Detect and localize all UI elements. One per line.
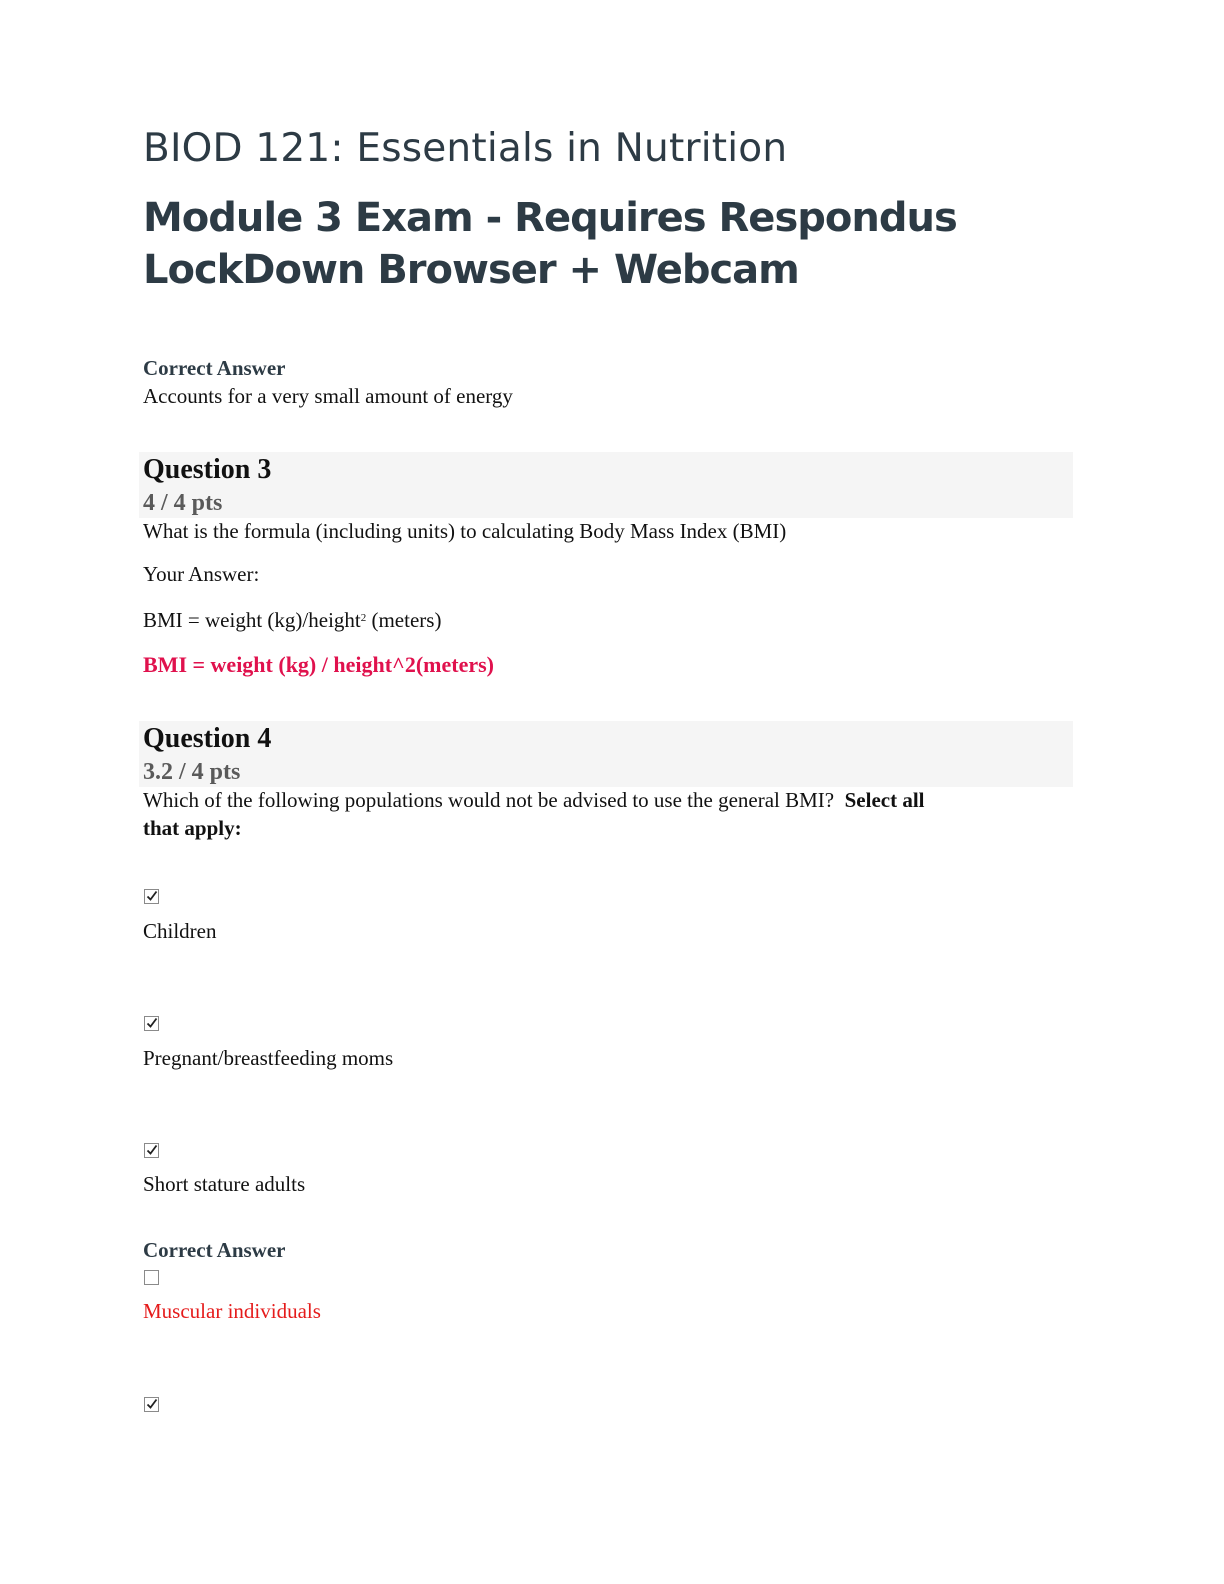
answer-suffix: (meters) (366, 608, 442, 632)
answer-superscript: 2 (360, 612, 367, 624)
correct-answer-label: Correct Answer (143, 1238, 286, 1262)
option-label: Children (143, 919, 217, 943)
your-answer-label: Your Answer: (143, 562, 260, 586)
exam-title: Module 3 Exam - Requires Respondus LockDown Browser + Webcam (143, 195, 957, 293)
course-title: BIOD 121: Essentials in Nutrition (143, 126, 788, 171)
correct-answer-text: Accounts for a very small amount of energy (143, 384, 513, 408)
prompt-bold-2: that apply: (143, 816, 242, 840)
checkmark-icon (146, 1017, 158, 1029)
checkmark-icon (146, 890, 158, 902)
question-3-points: 4 / 4 pts (143, 490, 223, 516)
prompt-bold-1: Select all (844, 788, 925, 812)
option-checkbox-5[interactable] (144, 1397, 159, 1412)
option-checkbox-children[interactable] (144, 889, 159, 904)
question-3-answer (143, 608, 441, 633)
question-4-points: 3.2 / 4 pts (143, 759, 241, 785)
checkmark-icon (146, 1144, 158, 1156)
prompt-plain: Which of the following populations would not be advised to use the general BMI? (143, 788, 835, 812)
option-checkbox-pregnant[interactable] (144, 1016, 159, 1031)
question-3-header (139, 452, 1073, 518)
checkmark-icon (146, 1398, 158, 1410)
option-label: Pregnant/breastfeeding moms (143, 1046, 394, 1070)
question-4-header (139, 721, 1073, 787)
option-label: Short stature adults (143, 1172, 306, 1196)
answer-prefix: BMI = weight (kg)/height (143, 608, 361, 632)
question-4-prompt (143, 788, 925, 813)
question-4-title: Question 4 (143, 723, 272, 754)
question-3-title: Question 3 (143, 454, 272, 485)
correct-answer-label: Correct Answer (143, 356, 286, 380)
option-checkbox-muscular[interactable] (144, 1270, 159, 1285)
option-label-correct: Muscular individuals (143, 1299, 321, 1323)
question-3-prompt: What is the formula (including units) to calculating Body Mass Index (BMI) (143, 519, 787, 543)
graded-answer: BMI = weight (kg) / height^2(meters) (143, 652, 494, 677)
option-checkbox-short-stature[interactable] (144, 1143, 159, 1158)
